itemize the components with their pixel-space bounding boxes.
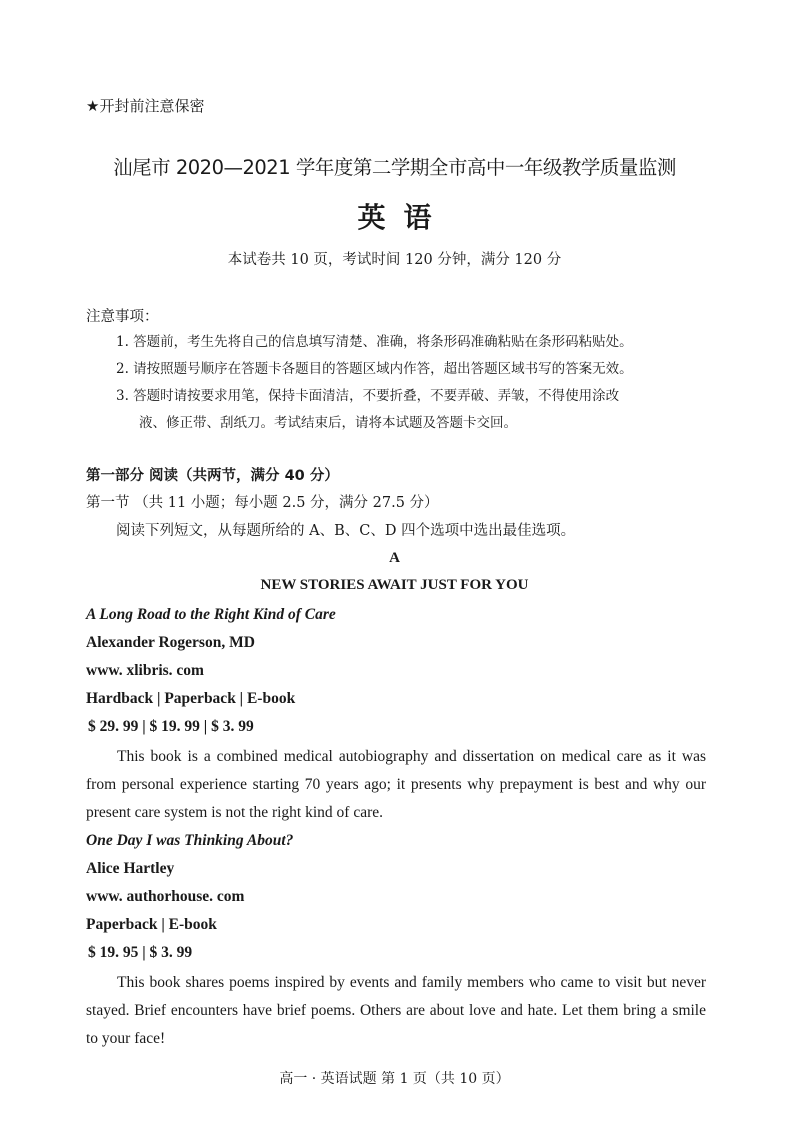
subsection-heading: 第一节 （共 11 小题；每小题 2.5 分，满分 27.5 分） (86, 495, 439, 511)
section-part-heading: 第一部分 阅读（共两节，满分 40 分） (86, 468, 339, 484)
note-item-2: 2. 请按照题号顺序在答题卡各题目的答题区域内作答，超出答题区域书写的答案无效。 (116, 361, 633, 377)
book-1-formats: Hardback | Paperback | E-book (86, 690, 296, 707)
section-instruction: 阅读下列短文，从每题所给的 A、B、C、D 四个选项中选出最佳选项。 (116, 523, 576, 539)
book-2-formats: Paperback | E-book (86, 916, 217, 933)
book-1-prices: $ 29. 99 | $ 19. 99 | $ 3. 99 (88, 718, 254, 735)
book-1-website: www. xlibris. com (86, 662, 204, 679)
book-2-author: Alice Hartley (86, 860, 175, 877)
page-footer: 高一 · 英语试题 第 1 页（共 10 页） (279, 1071, 510, 1087)
book-2-description: This book shares poems inspired by events and family members who came to visit but never stayed. Brief encounters have brief poems. Others are about love and hate. Let them bring a smile to your face! (86, 974, 706, 1047)
book-2-prices: $ 19. 95 | $ 3. 99 (88, 944, 193, 961)
exam-title: 汕尾市 2020—2021 学年度第二学期全市高中一年级教学质量监测 (113, 156, 676, 179)
book-1-title: A Long Road to the Right Kind of Care (86, 606, 336, 623)
note-item-3: 3. 答题时请按要求用笔，保持卡面清洁，不要折叠，不要弄破、弄皱，不得使用涂改 (116, 388, 620, 404)
confidential-notice: ★开封前注意保密 (86, 97, 205, 115)
passage-label: A (389, 550, 400, 566)
subject-title: 英语 (357, 201, 450, 234)
notes-title: 注意事项： (86, 309, 159, 325)
book-1-description: This book is a combined medical autobiography and dissertation on medical care as it was from personal experience starting 70 years ago; it presents why prepayment is best and why our present care system is not the right kind of care. (86, 748, 706, 821)
book-2-title: One Day I was Thinking About? (86, 832, 294, 849)
book-1-author: Alexander Rogerson, MD (86, 634, 255, 651)
book-2-website: www. authorhouse. com (86, 888, 245, 905)
passage-title: NEW STORIES AWAIT JUST FOR YOU (260, 577, 529, 593)
exam-info: 本试卷共 10 页，考试时间 120 分钟，满分 120 分 (227, 252, 562, 268)
note-item-3-continued: 液、修正带、刮纸刀。考试结束后，请将本试题及答题卡交回。 (139, 415, 517, 431)
note-item-1: 1. 答题前，考生先将自己的信息填写清楚、准确，将条形码准确粘贴在条形码粘贴处。 (116, 334, 633, 350)
